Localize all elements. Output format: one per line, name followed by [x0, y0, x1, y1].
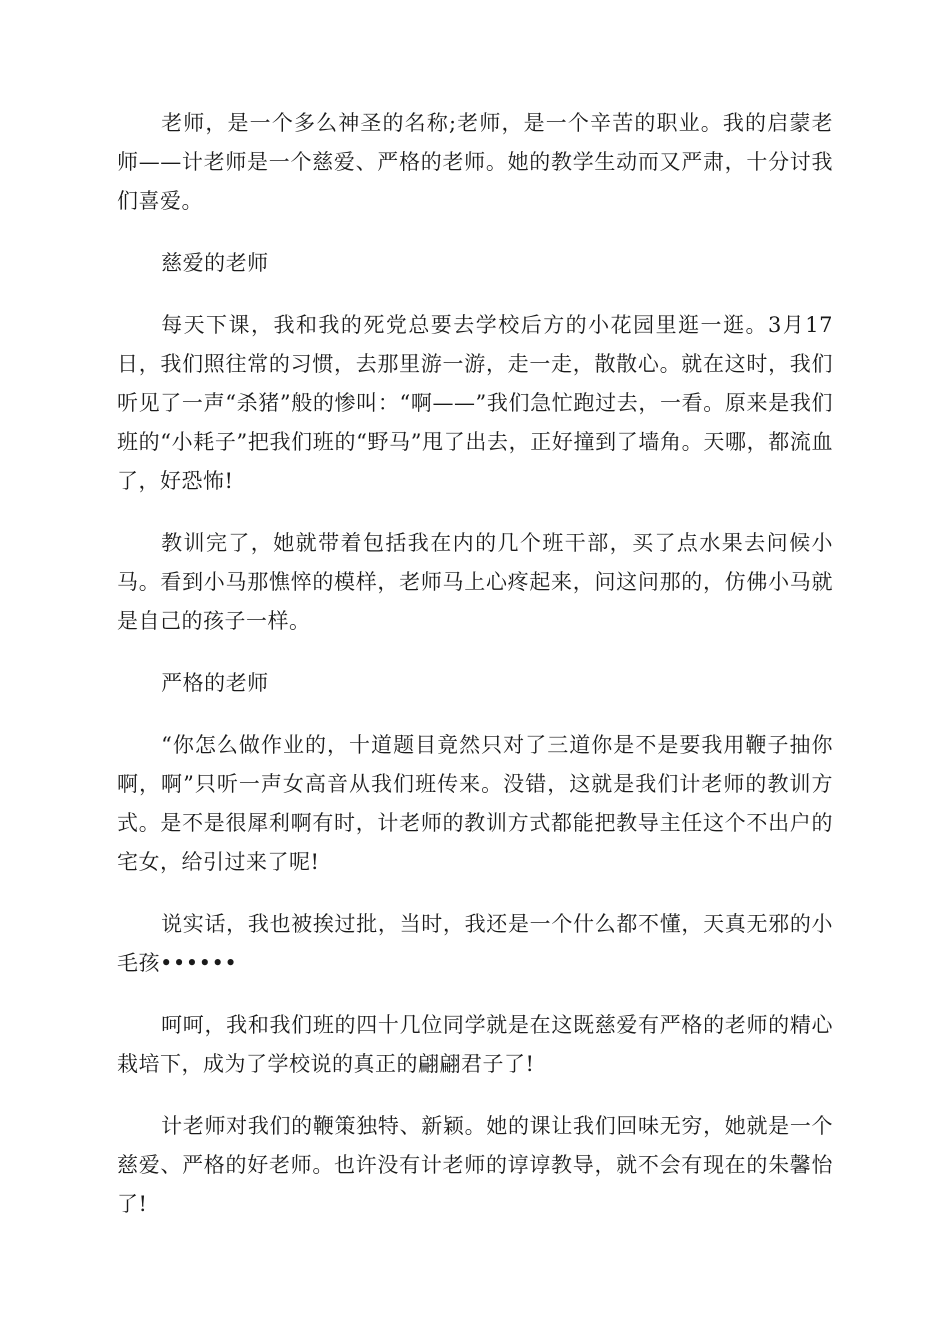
paragraph-conclusion: 计老师对我们的鞭策独特、新颖。她的课让我们回味无穷，她就是一个慈爱、严格的好老师。也许没有计老师的谆谆教导，就不会有现在的朱馨怡了!	[117, 1114, 833, 1216]
paragraph-intro: 老师，是一个多么神圣的名称;老师，是一个辛苦的职业。我的启蒙老师——计老师是一个慈爱、严格的老师。她的教学生动而又严肃，十分讨我们喜爱。	[117, 111, 833, 213]
paragraph-visit-xiaoma: 教训完了，她就带着包括我在内的几个班干部，买了点水果去问候小马。看到小马那憔悴的模样，老师马上心疼起来，问这问那的，仿佛小马就是自己的孩子一样。	[117, 531, 833, 633]
document-page	[117, 104, 833, 1247]
paragraph-garden-incident: 每天下课，我和我的死党总要去学校后方的小花园里逛一逛。3月17日，我们照往常的习惯，去那里游一游，走一走，散散心。就在这时，我们听见了一声“杀猪”般的惨叫：“啊——”我们急忙跑过去，一看。原来是我们班的“小耗子”把我们班的“野马”甩了出去，正好撞到了墙角。天哪，都流血了，好恐怖!	[117, 313, 833, 493]
paragraph-classmates: 呵呵，我和我们班的四十几位同学就是在这既慈爱有严格的老师的精心栽培下，成为了学校说的真正的翩翩君子了!	[117, 1013, 833, 1076]
paragraph-criticized: 说实话，我也被挨过批，当时，我还是一个什么都不懂，天真无邪的小毛孩••••••	[117, 912, 833, 975]
paragraph-homework-scolding: “你怎么做作业的，十道题目竟然只对了三道你是不是要我用鞭子抽你啊，啊”只听一声女高音从我们班传来。没错，这就是我们计老师的教训方式。是不是很犀利啊有时，计老师的教训方式都能把教导主任这个不出户的宅女，给引过来了呢!	[117, 733, 833, 874]
section-heading-kind-teacher: 慈爱的老师	[161, 251, 269, 275]
section-heading-strict-teacher: 严格的老师	[161, 671, 269, 695]
